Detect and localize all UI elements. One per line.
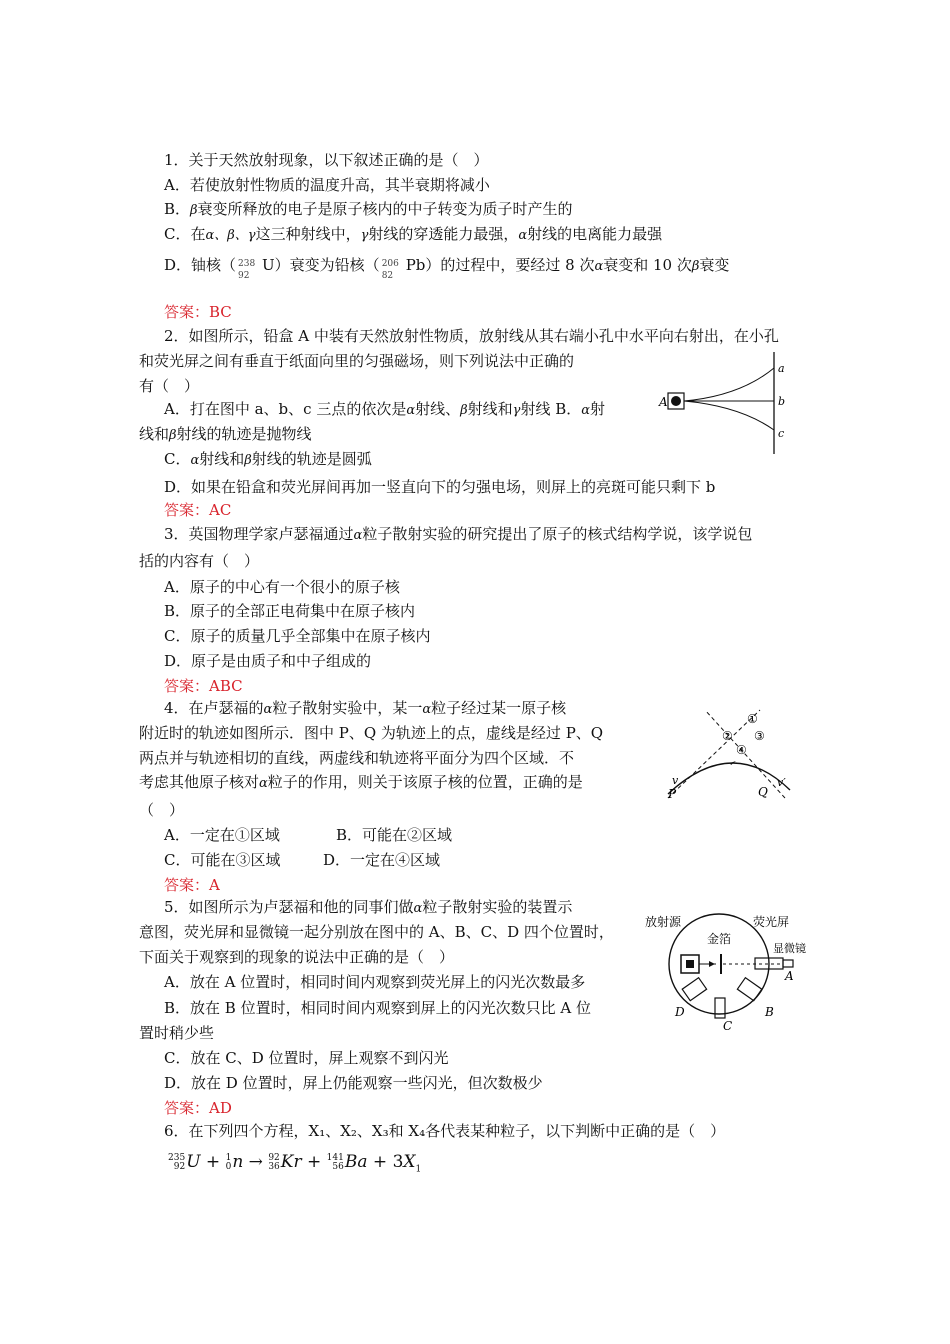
q1-option-d: D．铀核（ 238 92 U）衰变为铅核（ 206 82 Pb）的过程中，要经过 8 次α衰变和 10 次β衰变 [164,256,730,281]
q4-option-b: B．可能在②区域 [336,826,453,844]
q4-stem-line3: 两点并与轨迹相切的直线，两虚线和轨迹将平面分为四个区域．不 [139,749,575,767]
beta-symbol: β [190,203,198,218]
q5-stem-line1: 5．如图所示为卢瑟福和他的同事们做α粒子散射实验的装置示 [164,898,573,916]
q4-option-c: C．可能在③区域 [164,851,281,869]
position-c-label: C [723,1019,733,1033]
q3-option-c: C．原子的质量几乎全部集中在原子核内 [164,627,431,645]
q2-option-d: D．如果在铅盒和荧光屏间再加一竖直向下的匀强电场，则屏上的亮斑可能只剩下 b [164,478,716,496]
q5-stem-line2: 意图，荧光屏和显微镜一起分别放在图中的 A、B、C、D 四个位置时， [139,923,614,941]
q5-option-a: A．放在 A 位置时，相同时间内观察到荧光屏上的闪光次数最多 [164,973,586,991]
position-b-label: B [765,1005,774,1019]
region-2-label: ② [722,729,733,743]
q4-stem-line4: 考虑其他原子核对α粒子的作用，则关于该原子核的位置，正确的是 [139,773,583,791]
gold-foil-label: 金箔 [707,932,732,946]
source-label: A [659,395,668,409]
q2-option-c: C．α射线和β射线的轨迹是圆弧 [164,450,372,468]
screen-label: 荧光屏 [753,915,790,929]
q5-stem-line3: 下面关于观察到的现象的说法中正确的是（ ） [139,948,455,966]
position-a-label: A [785,969,794,983]
q3-option-d: D．原子是由质子和中子组成的 [164,652,372,670]
uranium-nuclide: 238 92 [238,259,256,281]
position-d-label: D [675,1005,685,1019]
region-1-label: ① [747,712,758,726]
point-b-label: b [778,395,786,408]
q1-answer: 答案：BC [164,303,232,321]
q1-option-b: B．β衰变所释放的电子是原子核内的中子转变为质子时产生的 [164,200,573,218]
q1-stem: 1．关于天然放射现象，以下叙述正确的是（ ） [164,151,489,169]
scattering-apparatus-diagram [643,912,825,1034]
q3-answer: 答案：ABC [164,677,243,695]
q5-option-b-line2: 置时稍少些 [139,1024,215,1042]
point-p-label: P [668,787,677,801]
q3-stem-line1: 3．英国物理学家卢瑟福通过α粒子散射实验的研究提出了原子的核式结构学说，该学说包 [164,525,753,543]
q2-stem-line1: 2．如图所示，铅盒 A 中装有天然放射性物质，放射线从其右端小孔中水平向右射出，在小孔 [164,327,779,345]
magnetic-deflection-diagram [650,350,800,456]
q3-option-a: A．原子的中心有一个很小的原子核 [164,578,400,596]
point-q-label: Q [758,785,768,799]
q2-option-b: 线和β射线的轨迹是抛物线 [139,425,312,443]
q2-option-a: A．打在图中 a、b、c 三点的依次是α射线、β射线和γ射线 B．α射 [164,400,606,418]
region-3-label: ③ [754,729,765,743]
fission-equation: 235 92U + 1 0n → 92 36Kr + 141 $56Ba + 3X_1$ [168,1152,422,1175]
q3-option-b: B．原子的全部正电荷集中在原子核内 [164,602,416,620]
q2-answer: 答案：AC [164,501,232,519]
q2-stem-line3: 有（ ） [139,377,200,395]
q4-answer: 答案：A [164,876,220,894]
q2-stem-line2: 和荧光屏之间有垂直于纸面向里的匀强磁场，则下列说法中正确的 [139,352,575,370]
point-a-label: a [778,362,785,375]
q5-option-d: D．放在 D 位置时，屏上仍能观察一些闪光，但次数极少 [164,1074,543,1092]
microscope-label: 显微镜 [773,942,806,955]
source-label: 放射源 [645,915,682,929]
q1-option-c: C．在α、β、γ这三种射线中，γ射线的穿透能力最强，α射线的电离能力最强 [164,225,663,243]
lead-nuclide: 206 82 [381,259,399,281]
q3-stem-line2: 括的内容有（ ） [139,552,260,570]
q4-stem-line2: 附近时的轨迹如图所示．图中 P、Q 为轨迹上的点，虚线是经过 P、Q [139,724,604,742]
velocity-v-label: v [672,774,679,787]
q4-option-d: D．一定在④区域 [323,851,441,869]
q5-option-b-line1: B．放在 B 位置时，相同时间内观察到屏上的闪光次数只比 A 位 [164,999,591,1017]
q4-option-a: A．一定在①区域 [164,826,280,844]
q5-answer: 答案：AD [164,1099,232,1117]
point-c-label: c [778,427,785,440]
region-4-label: ④ [736,743,747,757]
velocity-v-prime-label: v′ [777,776,786,789]
q4-stem-line1: 4．在卢瑟福的α粒子散射实验中，某一α粒子经过某一原子核 [164,699,567,717]
alpha-trajectory-diagram [660,706,800,802]
q1-option-a: A．若使放射性物质的温度升高，其半衰期将减小 [164,176,490,194]
q6-stem: 6．在下列四个方程，X₁、X₂、X₃和 X₄各代表某种粒子，以下判断中正确的是（ ） [164,1122,726,1140]
q5-option-c: C．放在 C、D 位置时，屏上观察不到闪光 [164,1049,449,1067]
q4-stem-line5: （ ） [139,801,185,819]
